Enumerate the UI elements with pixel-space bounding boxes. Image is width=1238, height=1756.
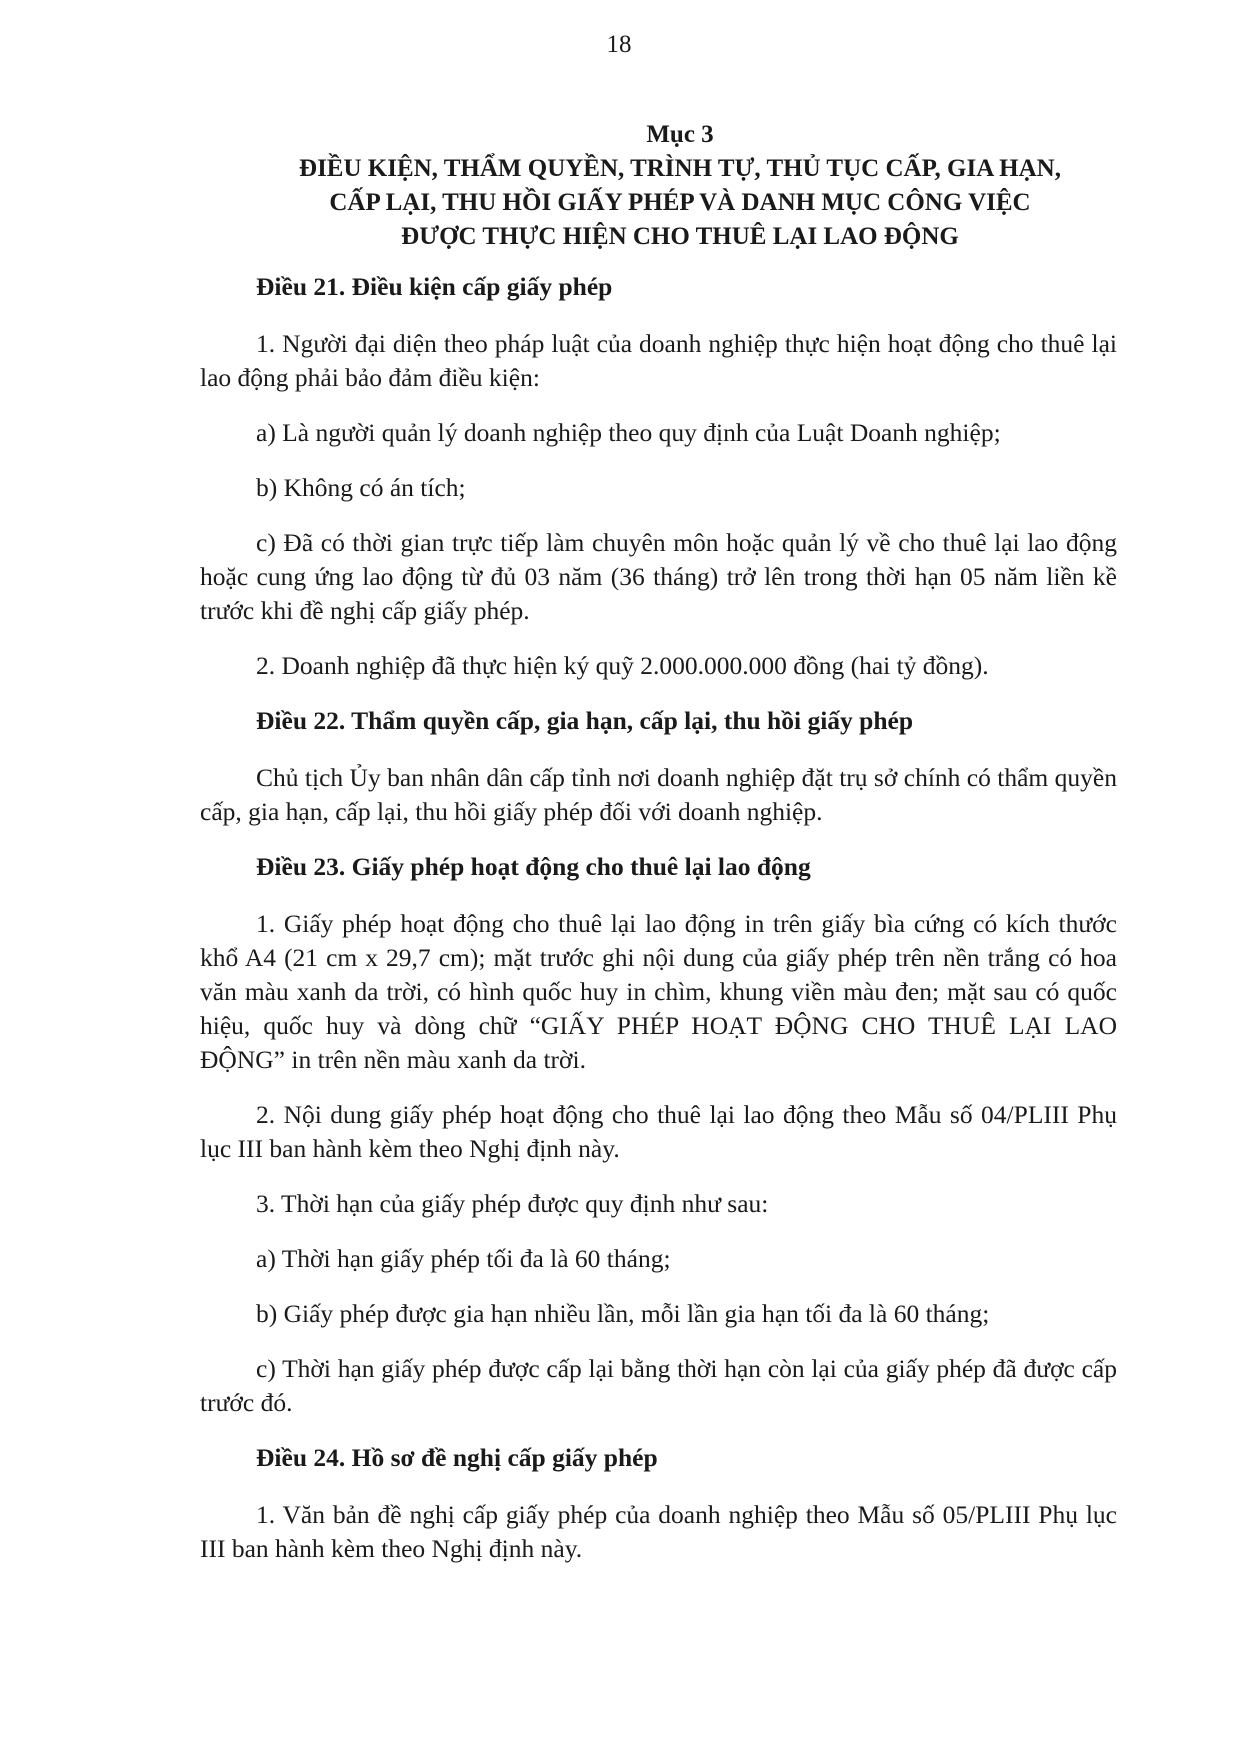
article-23-clause-3a: a) Thời hạn giấy phép tối đa là 60 tháng; xyxy=(256,1244,671,1273)
page-number: 18 xyxy=(606,31,632,58)
article-23-clause-2: 2. Nội dung giấy phép hoạt động cho thuê lại lao động theo Mẫu số 04/PLIII Phụ lục III ban hành kèm theo Nghị định này. xyxy=(200,1100,1117,1163)
article-21-clause-2: 2. Doanh nghiệp đã thực hiện ký quỹ 2.000.000.000 đồng (hai tỷ đồng). xyxy=(256,651,989,680)
article-23-clause-1: 1. Giấy phép hoạt động cho thuê lại lao động in trên giấy bìa cứng có kích thước khổ A4 (21 cm x 29,7 cm); mặt trước ghi nội dung của giấy phép trên nền trắng có hoa văn màu xanh da trời, có hình quốc huy in chìm, khung viền màu đen; mặt sau có quốc hiệu, quốc huy và dòng chữ “GIẤY PHÉP HOẠT ĐỘNG CHO THUÊ LẠI LAO ĐỘNG” in trên nền màu xanh da trời. xyxy=(200,909,1117,1074)
article-22-clause: Chủ tịch Ủy ban nhân dân cấp tỉnh nơi doanh nghiệp đặt trụ sở chính có thẩm quyền cấp, gia hạn, cấp lại, thu hồi giấy phép đối với doanh nghiệp. xyxy=(200,763,1117,826)
document-body xyxy=(200,270,1117,1587)
section-label: Mục 3 xyxy=(646,121,714,148)
article-24-clause-1: 1. Văn bản đề nghị cấp giấy phép của doanh nghiệp theo Mẫu số 05/PLIII Phụ lục III ban hành kèm theo Nghị định này. xyxy=(200,1500,1117,1563)
article-21-clause-1: 1. Người đại diện theo pháp luật của doanh nghiệp thực hiện hoạt động cho thuê lại lao động phải bảo đảm điều kiện: xyxy=(200,329,1117,392)
section-title-line-2: CẤP LẠI, THU HỒI GIẤY PHÉP VÀ DANH MỤC CÔNG VIỆC xyxy=(329,189,1031,216)
section-title-line-3: ĐƯỢC THỰC HIỆN CHO THUÊ LẠI LAO ĐỘNG xyxy=(401,223,959,250)
article-23-heading: Điều 23. Giấy phép hoạt động cho thuê lại lao động xyxy=(256,852,811,881)
article-21-clause-1b: b) Không có án tích; xyxy=(256,473,466,502)
article-21-clause-1c: c) Đã có thời gian trực tiếp làm chuyên môn hoặc quản lý về cho thuê lại lao động hoặc cung ứng lao động từ đủ 03 năm (36 tháng) trở lên trong thời hạn 05 năm liền kề trước khi đề nghị cấp giấy phép. xyxy=(200,528,1117,625)
article-21-heading: Điều 21. Điều kiện cấp giấy phép xyxy=(256,272,613,301)
article-23-clause-3: 3. Thời hạn của giấy phép được quy định như sau: xyxy=(256,1189,769,1218)
article-24-heading: Điều 24. Hồ sơ đề nghị cấp giấy phép xyxy=(256,1443,658,1472)
section-heading xyxy=(160,118,1200,254)
section-title-line-1: ĐIỀU KIỆN, THẨM QUYỀN, TRÌNH TỰ, THỦ TỤC CẤP, GIA HẠN, xyxy=(299,155,1061,182)
article-23-clause-3b: b) Giấy phép được gia hạn nhiều lần, mỗi lần gia hạn tối đa là 60 tháng; xyxy=(256,1299,990,1328)
article-22-heading: Điều 22. Thẩm quyền cấp, gia hạn, cấp lại, thu hồi giấy phép xyxy=(256,706,914,735)
article-23-clause-3c: c) Thời hạn giấy phép được cấp lại bằng thời hạn còn lại của giấy phép đã được cấp trước đó. xyxy=(200,1354,1117,1417)
article-21-clause-1a: a) Là người quản lý doanh nghiệp theo quy định của Luật Doanh nghiệp; xyxy=(256,418,1001,447)
